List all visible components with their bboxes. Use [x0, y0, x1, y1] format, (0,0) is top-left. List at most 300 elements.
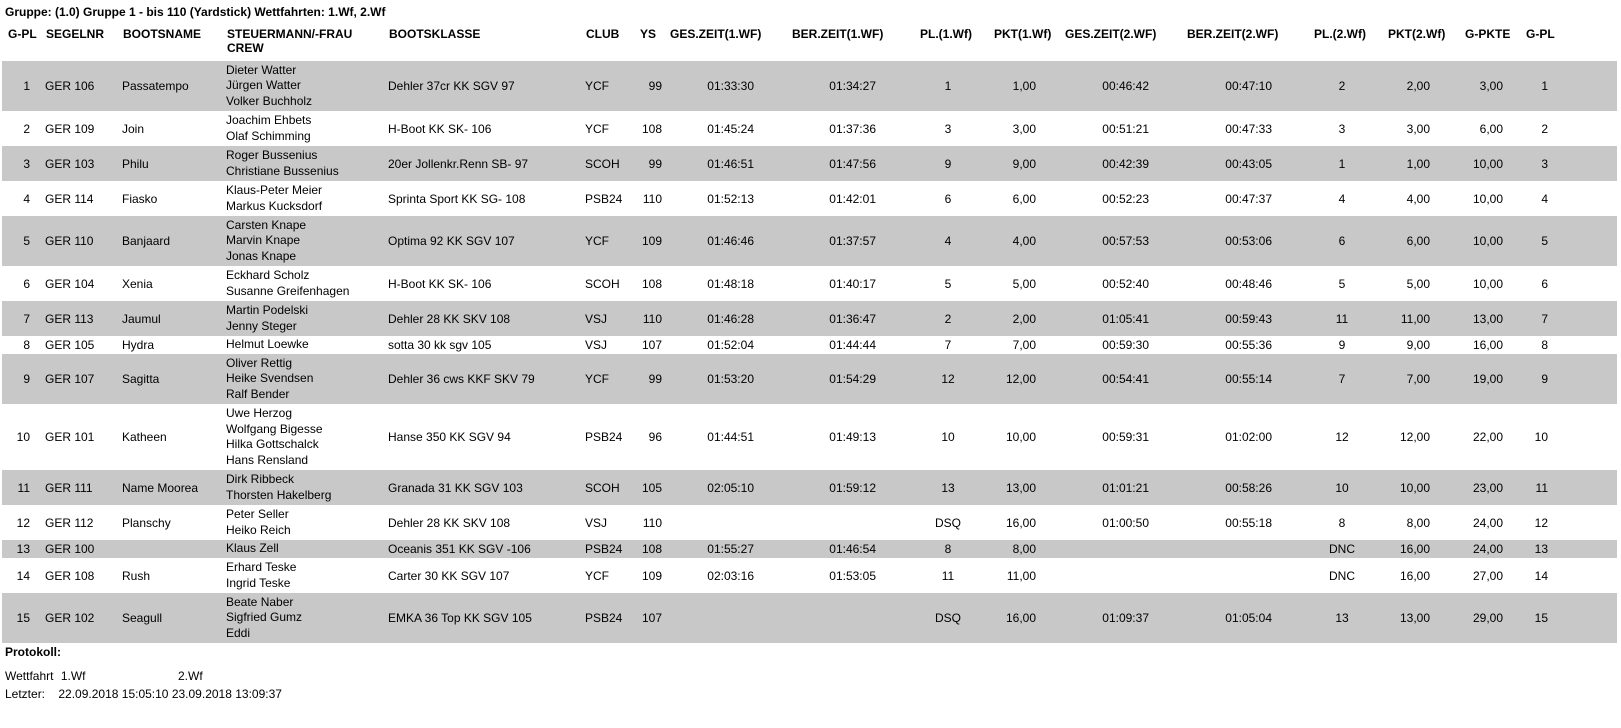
pl2-value: 5 [1338, 276, 1346, 291]
ber2-value: 00:47:10 [1225, 79, 1272, 93]
ges1-value: 01:52:04 [707, 338, 754, 352]
pl1-value: 11 [941, 568, 955, 583]
ges1-value: 01:52:13 [707, 191, 754, 206]
cell-ys [630, 593, 662, 643]
ys-value: 96 [648, 430, 662, 444]
ges2-value: 01:01:21 [1102, 480, 1149, 495]
cell-bootsname [122, 593, 224, 643]
wettfahrt-label: Wettfahrt [5, 669, 54, 683]
cell-pl2 [1306, 540, 1378, 558]
ber2-value: 00:47:37 [1225, 191, 1272, 206]
cell-ges2 [1076, 216, 1149, 266]
club-value: YCF [585, 568, 609, 583]
pl1-value: 1 [944, 79, 952, 93]
cell-ges1 [680, 216, 754, 266]
cell-ber2 [1196, 593, 1272, 643]
crew-member: Martin Podelski [226, 303, 309, 317]
ber1-value: 01:59:12 [829, 480, 876, 495]
results-title: Gruppe: (1.0) Gruppe 1 - bis 110 (Yardstick) Wettfahrten: 1.Wf, 2.Wf [5, 5, 386, 19]
gpl2-value: 9 [1541, 372, 1548, 386]
header-pl2: PL.(2.Wf) [1314, 27, 1366, 41]
bootsklasse-value: Granada 31 KK SGV 103 [388, 480, 523, 495]
ber1-value: 01:49:13 [829, 430, 876, 444]
ges1-value: 01:44:51 [707, 430, 754, 444]
pl2-value: 11 [1335, 311, 1349, 326]
crew-member: Oliver Rettig [226, 355, 293, 370]
cell-ges1 [680, 558, 754, 593]
table-row [2, 111, 1617, 146]
crew-member: Beate Naber [226, 594, 294, 609]
ys-value: 108 [641, 121, 662, 136]
cell-ber1 [800, 301, 876, 336]
cell-gpl [8, 336, 30, 354]
bootsklasse-value: 20er Jollenkr.Renn SB- 97 [388, 156, 529, 171]
crew-member: Susanne Greifenhagen [226, 283, 350, 298]
table-row [2, 540, 1617, 558]
crew-member: Sigfried Gumz [226, 610, 303, 625]
cell-ges2 [1076, 593, 1149, 643]
segelnr-value: GER 104 [45, 276, 95, 291]
cell-pkt1 [990, 470, 1036, 505]
header-pkt2: PKT(2.Wf) [1388, 27, 1446, 41]
table-row [2, 558, 1617, 593]
cell-pl1 [912, 540, 984, 558]
ges1-value: 01:53:20 [707, 372, 754, 386]
crew-member: Ingrid Teske [226, 575, 291, 590]
pkt1-value: 11,00 [1006, 568, 1036, 583]
bootsname-value: Banjaard [122, 234, 171, 248]
letzter-1: 22.09.2018 15:05:10 [58, 687, 169, 701]
gpl2-value: 5 [1541, 234, 1548, 248]
gpl2-value: 12 [1534, 515, 1548, 530]
cell-pkt2 [1384, 301, 1430, 336]
ges2-value: 01:00:50 [1102, 515, 1149, 530]
pl2-value: 12 [1335, 430, 1349, 444]
cell-ges2 [1076, 558, 1149, 593]
header-pl1: PL.(1.Wf) [920, 27, 972, 41]
club-value: SCOH [585, 276, 620, 291]
wettfahrt-2: 2.Wf [178, 669, 203, 683]
cell-bootsklasse [388, 404, 584, 470]
cell-ys [630, 146, 662, 181]
ges2-value: 00:46:42 [1102, 79, 1149, 93]
cell-ber1 [800, 266, 876, 301]
ges1-value: 01:55:27 [707, 542, 754, 556]
bootsklasse-value: EMKA 36 Top KK SGV 105 [388, 611, 532, 625]
gpl-value: 5 [23, 234, 30, 248]
table-row [2, 181, 1617, 216]
cell-crew [226, 336, 386, 354]
club-value: PSB24 [585, 430, 623, 444]
crew-member: Roger Bussenius [226, 148, 318, 162]
cell-gpkte [1455, 558, 1503, 593]
cell-gpl2 [1520, 593, 1548, 643]
segelnr-value: GER 100 [45, 542, 95, 556]
cell-ges1 [680, 336, 754, 354]
cell-gpkte [1455, 111, 1503, 146]
ges1-value: 02:05:10 [707, 480, 754, 495]
table-row [2, 354, 1617, 404]
pl1-value: 10 [941, 430, 955, 444]
pkt1-value: 13,00 [1005, 480, 1036, 495]
cell-ges2 [1076, 61, 1149, 111]
cell-gpl [8, 266, 30, 301]
segelnr-value: GER 111 [45, 480, 93, 495]
cell-ber2 [1196, 301, 1272, 336]
cell-crew [226, 404, 386, 470]
crew-member: Dirk Ribbeck [226, 472, 295, 486]
cell-crew [226, 61, 386, 111]
bootsname-value: Hydra [122, 338, 155, 352]
cell-pkt2 [1384, 336, 1430, 354]
ys-value: 110 [642, 515, 662, 530]
cell-pl2 [1306, 216, 1378, 266]
pkt2-value: 1,00 [1406, 156, 1430, 171]
pl1-value: 9 [944, 156, 952, 171]
bootsklasse-value: Dehler 28 KK SKV 108 [388, 515, 511, 530]
pkt2-value: 11,00 [1400, 311, 1430, 326]
ber1-value: 01:37:57 [829, 234, 876, 248]
header-bootsname: BOOTSNAME [123, 27, 201, 41]
ber2-value: 00:47:33 [1225, 121, 1272, 136]
cell-ber1 [800, 181, 876, 216]
header-club: CLUB [586, 27, 620, 41]
cell-gpkte [1455, 505, 1503, 540]
cell-gpl2 [1520, 266, 1548, 301]
bootsklasse-value: Dehler 36 cws KKF SKV 79 [388, 372, 535, 386]
cell-ber1 [800, 558, 876, 593]
ges1-value: 01:46:46 [707, 234, 754, 248]
cell-segelnr [45, 336, 121, 354]
cell-gpkte [1455, 61, 1503, 111]
cell-ys [630, 301, 662, 336]
ber1-value: 01:40:17 [829, 276, 876, 291]
cell-pl1 [912, 404, 984, 470]
cell-ges1 [680, 470, 754, 505]
cell-pl2 [1306, 505, 1378, 540]
cell-ber1 [800, 336, 876, 354]
ber1-value: 01:36:47 [829, 311, 876, 326]
cell-segelnr [45, 470, 121, 505]
cell-ges1 [680, 181, 754, 216]
cell-gpl2 [1520, 181, 1548, 216]
table-row [2, 404, 1617, 470]
pl2-value: 10 [1335, 480, 1349, 495]
cell-pl1 [912, 266, 984, 301]
cell-gpl [8, 505, 30, 540]
pkt1-value: 16,00 [1005, 611, 1036, 625]
ys-value: 107 [641, 611, 662, 625]
cell-crew [226, 593, 386, 643]
cell-bootsname [122, 505, 224, 540]
cell-crew [226, 301, 386, 336]
pkt2-value: 16,00 [1399, 568, 1430, 583]
club-value: VSJ [585, 515, 608, 530]
table-row [2, 593, 1617, 643]
cell-ys [630, 181, 662, 216]
gpl-value: 2 [23, 121, 30, 136]
bootsklasse-value: H-Boot KK SK- 106 [388, 276, 492, 291]
gpkte-value: 23,00 [1472, 480, 1503, 495]
crew-member: Heike Svendsen [226, 371, 314, 386]
cell-ges2 [1076, 111, 1149, 146]
cell-ber2 [1196, 181, 1272, 216]
pl2-value: 2 [1338, 79, 1346, 93]
ber1-value: 01:42:01 [829, 191, 876, 206]
cell-gpkte [1455, 146, 1503, 181]
gpl2-value: 15 [1534, 611, 1548, 625]
cell-ber2 [1196, 558, 1272, 593]
cell-bootsname [122, 181, 224, 216]
cell-bootsname [122, 404, 224, 470]
ges2-value: 00:51:21 [1102, 121, 1149, 136]
ber1-value: 01:53:05 [829, 568, 876, 583]
ges2-value: 00:52:40 [1102, 276, 1149, 291]
bootsname-value: Jaumul [122, 311, 161, 326]
cell-ges1 [680, 61, 754, 111]
pkt1-value: 1,00 [1012, 79, 1036, 93]
crew-member: Wolfgang Bigesse [226, 421, 323, 436]
crew-member: Hilka Gottschalck [226, 437, 319, 451]
ber2-value: 00:43:05 [1225, 156, 1272, 171]
gpl2-value: 6 [1541, 276, 1548, 291]
ber1-value: 01:46:54 [829, 542, 876, 556]
header-steuermann: STEUERMANN/-FRAU [227, 27, 353, 41]
crew-member: Peter Seller [226, 507, 289, 521]
cell-pkt2 [1384, 181, 1430, 216]
bootsklasse-value: Dehler 28 KK SKV 108 [388, 311, 511, 326]
cell-pl1 [912, 216, 984, 266]
pl1-value: 6 [944, 191, 952, 206]
table-row [2, 301, 1617, 336]
cell-gpl [8, 61, 30, 111]
cell-crew [226, 540, 386, 558]
cell-pl2 [1306, 470, 1378, 505]
cell-crew [226, 470, 386, 505]
cell-gpl2 [1520, 336, 1548, 354]
cell-ber1 [800, 216, 876, 266]
pl1-value: 2 [944, 311, 952, 326]
cell-segelnr [45, 266, 121, 301]
cell-gpl [8, 593, 30, 643]
cell-gpl [8, 558, 30, 593]
cell-bootsname [122, 111, 224, 146]
header-ys: YS [640, 27, 657, 41]
cell-pl1 [912, 336, 984, 354]
bootsname-value: Katheen [122, 430, 167, 444]
cell-gpl [8, 301, 30, 336]
gpl-value: 7 [23, 311, 30, 326]
gpl-value: 3 [23, 156, 30, 171]
gpl-value: 1 [23, 79, 30, 93]
header-gpl: G-PL [8, 27, 37, 41]
cell-segelnr [45, 111, 121, 146]
crew-member: Olaf Schimming [226, 128, 311, 143]
cell-bootsklasse [388, 470, 584, 505]
ber2-value: 00:55:18 [1225, 515, 1272, 530]
header-gpkte: G-PKTE [1465, 27, 1511, 41]
gpl2-value: 1 [1541, 79, 1548, 93]
cell-gpl [8, 181, 30, 216]
segelnr-value: GER 110 [45, 234, 94, 248]
cell-pkt1 [990, 336, 1036, 354]
ber2-value: 00:53:06 [1225, 234, 1272, 248]
pkt1-value: 2,00 [1012, 311, 1036, 326]
cell-ber2 [1196, 505, 1272, 540]
cell-bootsname [122, 336, 224, 354]
cell-pkt2 [1384, 266, 1430, 301]
ber2-value: 00:59:43 [1225, 311, 1272, 326]
ys-value: 99 [648, 79, 662, 93]
cell-ys [630, 216, 662, 266]
cell-ges2 [1076, 505, 1149, 540]
cell-pkt1 [990, 593, 1036, 643]
cell-pl1 [912, 146, 984, 181]
cell-bootsklasse [388, 111, 584, 146]
ber2-value: 00:58:26 [1225, 480, 1272, 495]
letzter-2: 23.09.2018 13:09:37 [171, 687, 282, 701]
wettfahrt-1: 1.Wf [60, 669, 86, 683]
bootsname-value: Join [122, 121, 145, 136]
ys-value: 110 [642, 191, 662, 206]
ber2-value: 01:02:00 [1225, 430, 1272, 444]
cell-bootsklasse [388, 266, 584, 301]
pkt2-value: 6,00 [1406, 234, 1430, 248]
club-value: PSB24 [585, 542, 623, 556]
cell-ber1 [800, 404, 876, 470]
ges1-value: 01:33:30 [707, 79, 754, 93]
cell-gpl2 [1520, 61, 1548, 111]
cell-gpkte [1455, 301, 1503, 336]
cell-ges2 [1076, 146, 1149, 181]
cell-crew [226, 111, 386, 146]
cell-bootsname [122, 354, 224, 404]
cell-gpkte [1455, 181, 1503, 216]
cell-bootsname [122, 558, 224, 593]
pl2-value: 3 [1338, 121, 1346, 136]
cell-bootsklasse [388, 540, 584, 558]
cell-pl2 [1306, 61, 1378, 111]
header-ber1: BER.ZEIT(1.WF) [792, 27, 884, 41]
gpkte-value: 10,00 [1472, 234, 1503, 248]
cell-pkt2 [1384, 111, 1430, 146]
cell-gpl2 [1520, 470, 1548, 505]
pkt2-value: 16,00 [1399, 542, 1430, 556]
crew-member: Uwe Herzog [226, 406, 293, 420]
gpl2-value: 8 [1541, 338, 1548, 352]
cell-ges1 [680, 540, 754, 558]
cell-ber2 [1196, 354, 1272, 404]
cell-pkt1 [990, 354, 1036, 404]
club-value: VSJ [585, 338, 608, 352]
cell-bootsklasse [388, 336, 584, 354]
cell-ges1 [680, 354, 754, 404]
cell-ber1 [800, 593, 876, 643]
ber1-value: 01:47:56 [829, 156, 876, 171]
bootsname-value: Name Moorea [122, 480, 199, 495]
letzter-row [5, 687, 282, 701]
cell-ber2 [1196, 336, 1272, 354]
cell-pkt1 [990, 301, 1036, 336]
table-row [2, 216, 1617, 266]
cell-pkt1 [990, 505, 1036, 540]
bootsklasse-value: H-Boot KK SK- 106 [388, 121, 492, 136]
cell-pkt1 [990, 266, 1036, 301]
gpl2-value: 13 [1534, 542, 1548, 556]
cell-gpl [8, 111, 30, 146]
cell-crew [226, 216, 386, 266]
pkt1-value: 16,00 [1005, 515, 1036, 530]
ys-value: 110 [642, 311, 662, 326]
ys-value: 99 [648, 372, 662, 386]
crew-member: Ralf Bender [226, 386, 290, 401]
ber2-value: 00:48:46 [1225, 276, 1272, 291]
pl2-value: 9 [1338, 338, 1346, 352]
ber1-value: 01:54:29 [829, 372, 876, 386]
cell-gpl [8, 146, 30, 181]
bootsname-value: Planschy [122, 515, 171, 530]
cell-ber2 [1196, 404, 1272, 470]
cell-bootsklasse [388, 181, 584, 216]
cell-pl1 [912, 470, 984, 505]
pkt2-value: 12,00 [1399, 430, 1430, 444]
cell-ber1 [800, 470, 876, 505]
table-row [2, 336, 1617, 354]
cell-ys [630, 336, 662, 354]
cell-pkt2 [1384, 354, 1430, 404]
pkt1-value: 3,00 [1012, 121, 1036, 136]
gpl-value: 9 [23, 372, 30, 386]
cell-ys [630, 404, 662, 470]
ges2-value: 00:52:23 [1102, 191, 1149, 206]
cell-ys [630, 354, 662, 404]
cell-ber2 [1196, 216, 1272, 266]
header-ges2: GES.ZEIT(2.WF) [1065, 27, 1157, 41]
cell-ges2 [1076, 181, 1149, 216]
ys-value: 109 [641, 568, 662, 583]
bootsname-value: Seagull [122, 611, 163, 625]
cell-pl2 [1306, 266, 1378, 301]
cell-crew [226, 354, 386, 404]
pl2-value: 6 [1338, 234, 1346, 248]
gpkte-value: 10,00 [1472, 276, 1503, 291]
pkt2-value: 13,00 [1399, 611, 1430, 625]
ber2-value: 01:05:04 [1225, 611, 1272, 625]
ges2-value: 00:59:30 [1102, 338, 1149, 352]
cell-segelnr [45, 593, 121, 643]
cell-ges1 [680, 301, 754, 336]
wettfahrt-row [5, 669, 203, 683]
club-value: VSJ [585, 311, 608, 326]
pkt1-value: 5,00 [1012, 276, 1036, 291]
segelnr-value: GER 107 [45, 372, 95, 386]
cell-ys [630, 61, 662, 111]
cell-bootsname [122, 470, 224, 505]
bootsklasse-value: Dehler 37cr KK SGV 97 [388, 79, 515, 93]
pkt2-value: 8,00 [1406, 515, 1430, 530]
cell-gpl2 [1520, 540, 1548, 558]
ys-value: 109 [641, 234, 662, 248]
club-value: SCOH [585, 156, 620, 171]
pl1-value: 4 [944, 234, 952, 248]
pl1-value: DSQ [934, 611, 961, 625]
cell-ber2 [1196, 540, 1272, 558]
ges1-value: 01:45:24 [707, 121, 754, 136]
bootsname-value: Rush [122, 568, 151, 583]
cell-pkt2 [1384, 540, 1430, 558]
cell-pl2 [1306, 354, 1378, 404]
cell-ges2 [1076, 470, 1149, 505]
